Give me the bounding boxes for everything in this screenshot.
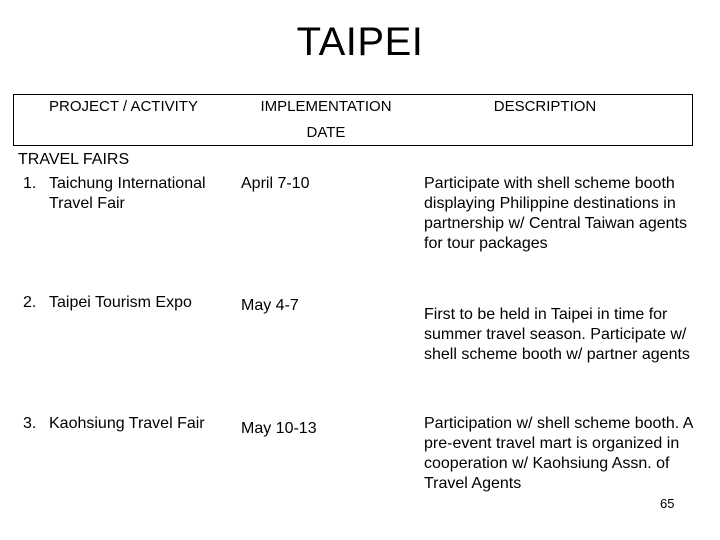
- row-1-date: April 7-10: [241, 175, 310, 192]
- header-implementation-line: IMPLEMENTATION: [260, 98, 392, 115]
- header-implementation-date: [236, 94, 416, 146]
- row-3-number: 3.: [23, 415, 37, 432]
- row-3-project: [23, 414, 233, 434]
- row-3-date: May 10-13: [241, 420, 317, 437]
- row-2-project: [23, 293, 233, 313]
- header-date-line: DATE: [306, 124, 346, 141]
- row-2-date: May 4-7: [241, 297, 299, 314]
- section-label-travel-fairs: TRAVEL FAIRS: [18, 151, 130, 168]
- row-1-project-line2: Travel Fair: [49, 195, 125, 212]
- row-1-description: Participate with shell scheme booth displaying Philippine destinations in partnership w/ Central Taiwan agents for tour packages: [424, 175, 687, 252]
- row-3-description: Participation w/ shell scheme booth. A pre-event travel mart is organized in cooperation w/ Kaohsiung Assn. of Travel Agents: [424, 415, 693, 492]
- row-2-number: 2.: [23, 294, 37, 311]
- row-2-description: First to be held in Taipei in time for summer travel season. Participate w/ shell scheme booth w/ partner agents: [424, 306, 690, 363]
- row-2-project-line1: Taipei Tourism Expo: [49, 294, 192, 311]
- row-1-project: [23, 174, 233, 214]
- row-1-project-line1: Taichung International: [49, 175, 206, 192]
- header-project-activity: PROJECT / ACTIVITY: [49, 98, 198, 115]
- page-title: TAIPEI: [296, 20, 424, 64]
- row-3-project-line1: Kaohsiung Travel Fair: [49, 415, 205, 432]
- row-1-number: 1.: [23, 175, 37, 192]
- page-number: 65: [660, 496, 675, 511]
- header-description: DESCRIPTION: [493, 98, 597, 115]
